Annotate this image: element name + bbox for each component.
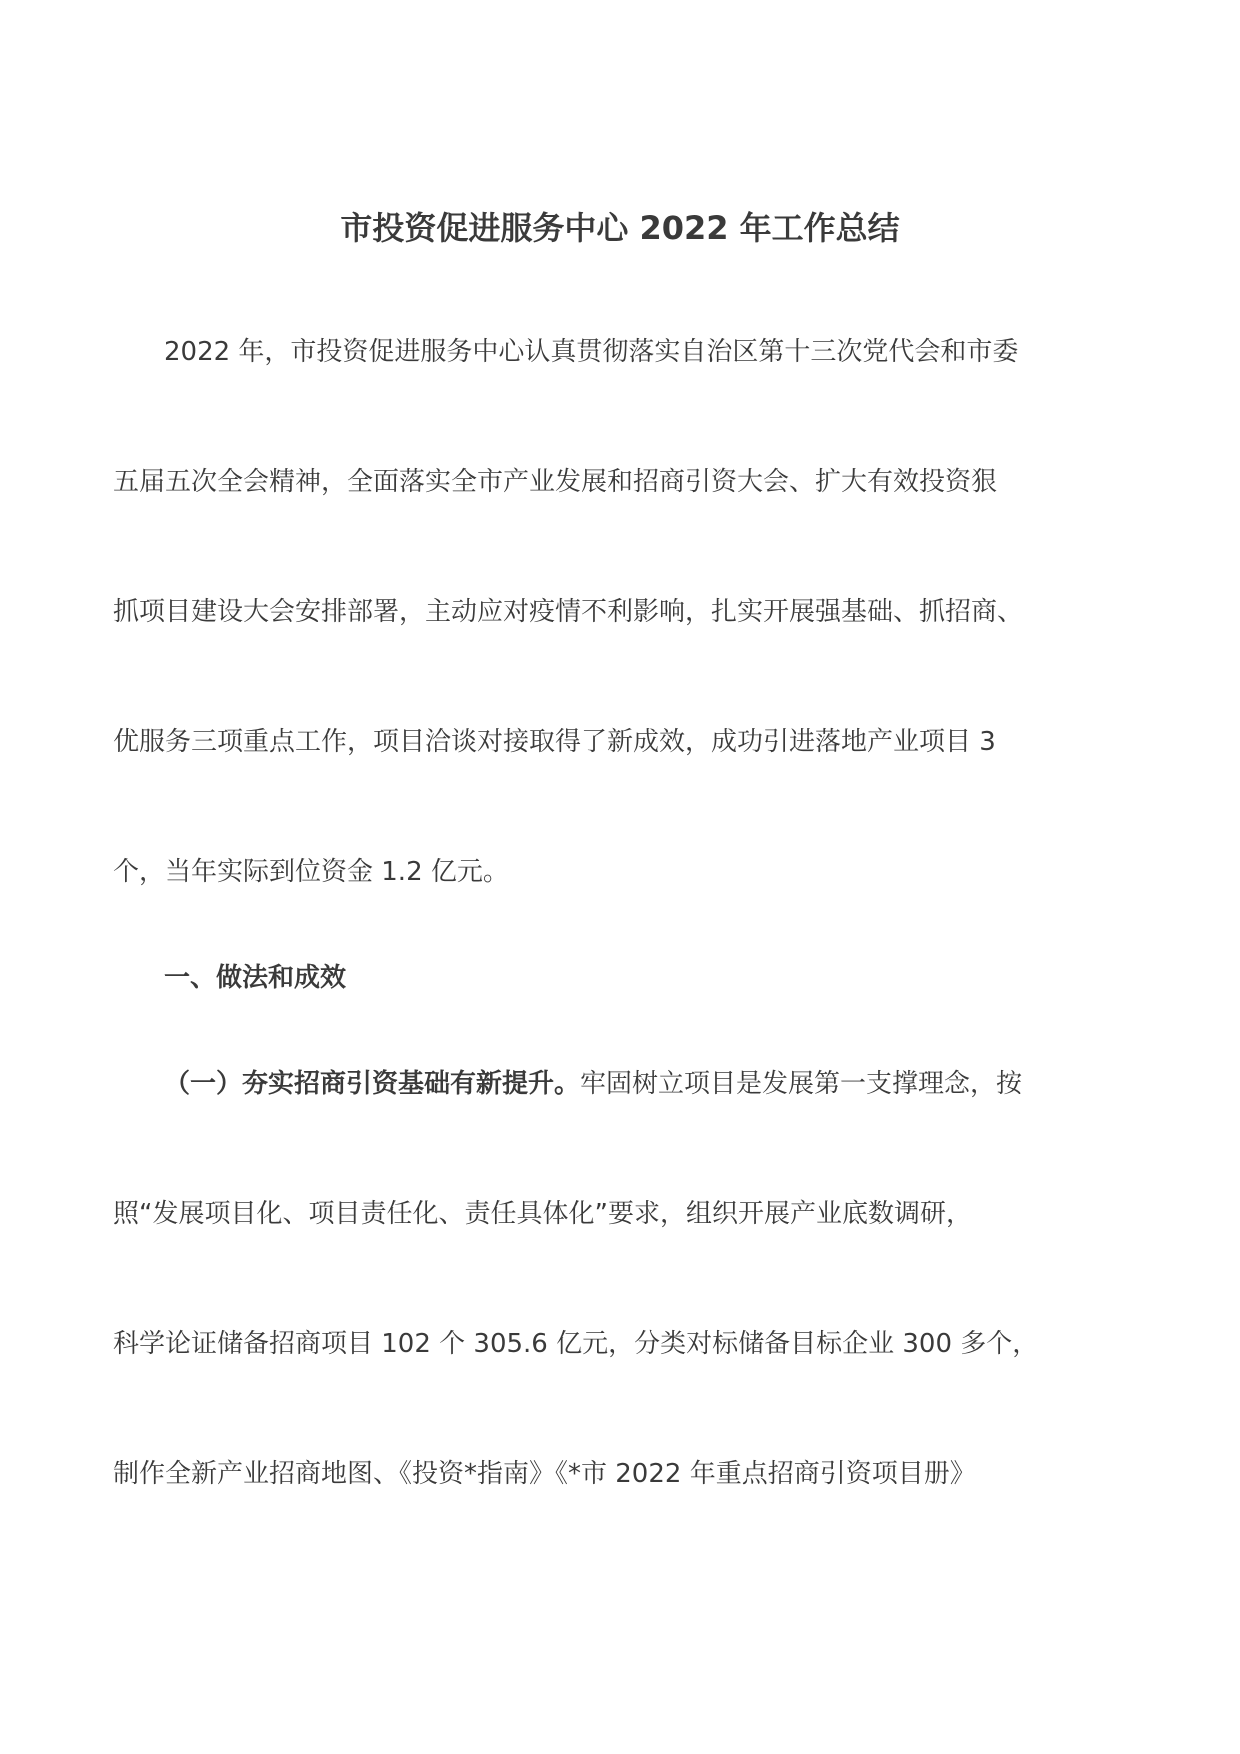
subsection-line-2: 照“发展项目化、项目责任化、责任具体化”要求，组织开展产业底数调研， [113, 1199, 972, 1229]
section-heading: 一、做法和成效 [164, 963, 347, 993]
intro-line-4: 优服务三项重点工作，项目洽谈对接取得了新成效，成功引进落地产业项目 3 [113, 727, 996, 757]
intro-line-3: 抓项目建设大会安排部署，主动应对疫情不利影响，扎实开展强基础、抓招商、 [113, 597, 1024, 627]
intro-line-5: 个，当年实际到位资金 1.2 亿元。 [113, 857, 509, 887]
subsection-first-line-text: 牢固树立项目是发展第一支撑理念，按 [580, 1069, 1023, 1099]
document-title: 市投资促进服务中心 2022 年工作总结 [340, 209, 900, 247]
intro-line-1: 2022 年，市投资促进服务中心认真贯彻落实自治区第十三次党代会和市委 [164, 337, 1019, 367]
subsection-line-4: 制作全新产业招商地图、《投资*指南》《*市 2022 年重点招商引资项目册》 [113, 1459, 976, 1489]
intro-line-2: 五届五次全会精神，全面落实全市产业发展和招商引资大会、扩大有效投资狠 [113, 467, 998, 497]
subsection-first-line [164, 1064, 1022, 1104]
subsection-line-3: 科学论证储备招商项目 102 个 305.6 亿元，分类对标储备目标企业 300 多个， [113, 1329, 1039, 1359]
subsection-heading: （一）夯实招商引资基础有新提升。 [164, 1069, 581, 1099]
